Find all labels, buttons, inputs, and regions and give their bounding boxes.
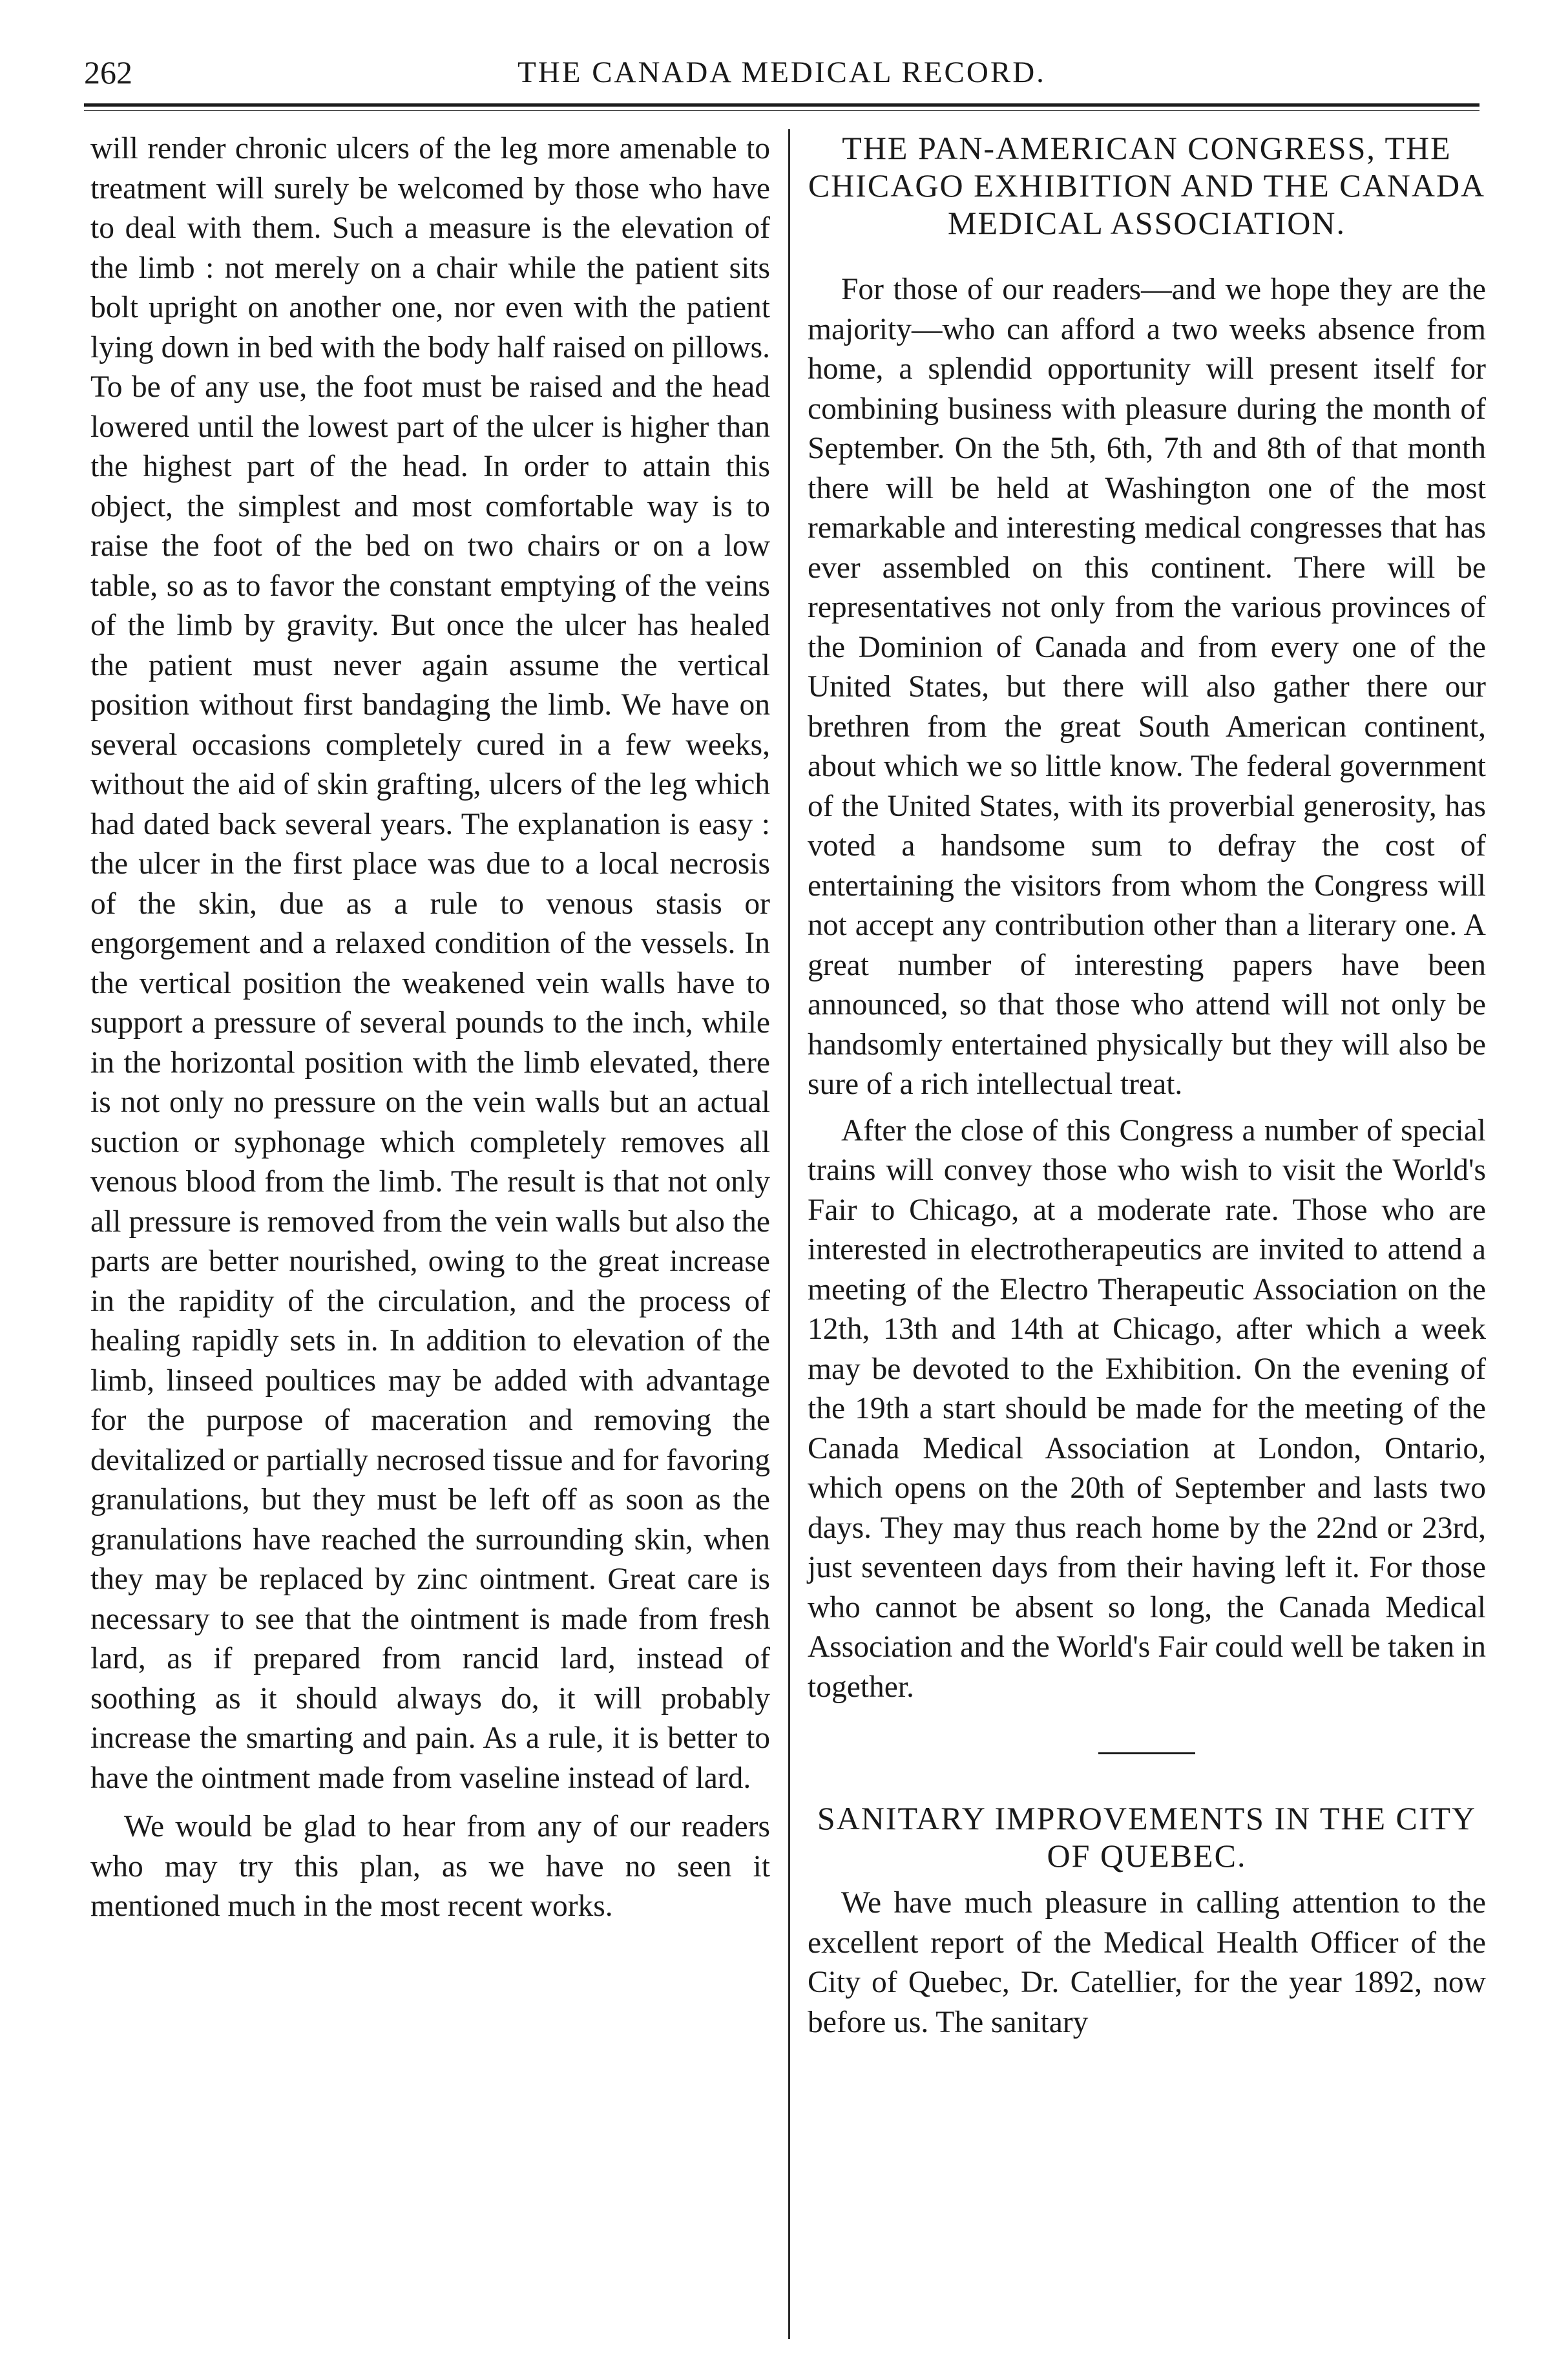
header-rule-thin bbox=[84, 110, 1479, 111]
page-header bbox=[84, 47, 1479, 98]
section-divider bbox=[1098, 1752, 1195, 1754]
article-title-sanitary-improvements: SANITARY IMPROVEMENTS IN THE CITY OF QUEBEC. bbox=[817, 1800, 1477, 1874]
header-rule bbox=[84, 103, 1479, 107]
left-paragraph-1: will render chronic ulcers of the leg more amenable to treatment will surely be welcomed by those who have to deal with them. Such a measure is the elevation of the limb : not merely on a chair while the patient sits bolt upright on another one, nor even with the patient lying down in bed with the body half raised on pillows. To be of any use, the foot must be raised and the head lowered until the lowest part of the ulcer is higher than the highest part of the head. In order to attain this object, the simplest and most comfortable way is to raise the foot of the bed on two chairs or on a low table, so as to favor the constant emptying of the veins of the limb by gravity. But once the ulcer has healed the patient must never again assume the vertical position without first bandaging the limb. We have on several occasions completely cured in a few weeks, without the aid of skin grafting, ulcers of the leg which had dated back several years. The explanation is easy : the ulcer in the first place was due to a local necrosis of the skin, due as a rule to venous stasis or engorgement and a relaxed condition of the vessels. In the vertical position the weakened vein walls have to support a pressure of several pounds to the inch, while in the horizontal position with the limb elevated, there is not only no pressure on the vein walls but an actual suction or syphonage which completely removes all venous blood from the limb. The result is that not only all pressure is removed from the vein walls but also the parts are better nourished, owing to the great increase in the rapidity of the circulation, and the process of healing rapidly sets in. In addition to elevation of the limb, linseed poultices may be added with advantage for the purpose of maceration and removing the devitalized or partially necrosed tissue and for favoring granulations, but they must be left off as soon as the granulations have reached the surrounding skin, when they may be replaced by zinc ointment. Great care is necessary to see that the ointment is made from fresh lard, as if prepared from rancid lard, instead of soothing as it should always do, it will probably increase the smarting and pain. As a rule, it is better to have the ointment made from vaseline instead of lard. bbox=[90, 132, 770, 1795]
article2-paragraph-1: We have much pleasure in calling attention to the excellent report of the Medical Health Officer of the City of Quebec, Dr. Catellier, for the year 1892, now before us. The sanitary bbox=[808, 1886, 1486, 2039]
running-title: THE CANADA MEDICAL RECORD. bbox=[517, 56, 1046, 89]
left-column bbox=[90, 129, 770, 1927]
page-number: 262 bbox=[84, 54, 132, 90]
article1-paragraph-2: After the close of this Congress a number of special trains will convey those who wish to visit the World's Fair to Chicago, at a moderate rate. Those who are interested in electrotherapeutics are invited to attend a meeting of the Electro Therapeutic Association on the 12th, 13th and 14th at Chicago, after which a week may be devoted to the Exhibition. On the evening of the 19th a start should be made for the meeting of the Canada Medical Association at London, Ontario, which opens on the 20th of September and lasts two days. They may thus reach home by the 22nd or 23rd, just seventeen days from their having left it. For those who cannot be absent so long, the Canada Medical Association and the World's Fair could well be taken in together. bbox=[808, 1113, 1486, 1704]
article-title-pan-american-congress: THE PAN-AMERICAN CONGRESS, THE CHICAGO EXHIBITION AND THE CANADA MEDICAL ASSOCIATION. bbox=[808, 130, 1486, 241]
column-divider bbox=[788, 129, 790, 2339]
article1-paragraph-1: For those of our readers—and we hope they are the majority—who can afford a two weeks absence from home, a splendid opportunity will present itself for combining business with pleasure during the month of September. On the 5th, 6th, 7th and 8th of that month there will be held at Washington one of the most remarkable and interesting medical congresses that has ever assembled on this continent. There will be representatives not only from the various provinces of the Dominion of Canada and from every one of the United States, but there will also gather there our brethren from the great South American continent, about which we so little know. The federal government of the United States, with its proverbial generosity, has voted a handsome sum to defray the cost of entertaining the visitors from whom the Congress will not accept any contribution other than a literary one. A great number of interesting papers have been announced, so that those who attend will not only be handsomly entertained physically but they will also be sure of a rich intellectual treat. bbox=[808, 273, 1486, 1101]
left-paragraph-2: We would be glad to hear from any of our readers who may try this plan, as we have no seen it mentioned much in the most recent works. bbox=[90, 1810, 770, 1923]
right-column bbox=[808, 129, 1486, 2042]
